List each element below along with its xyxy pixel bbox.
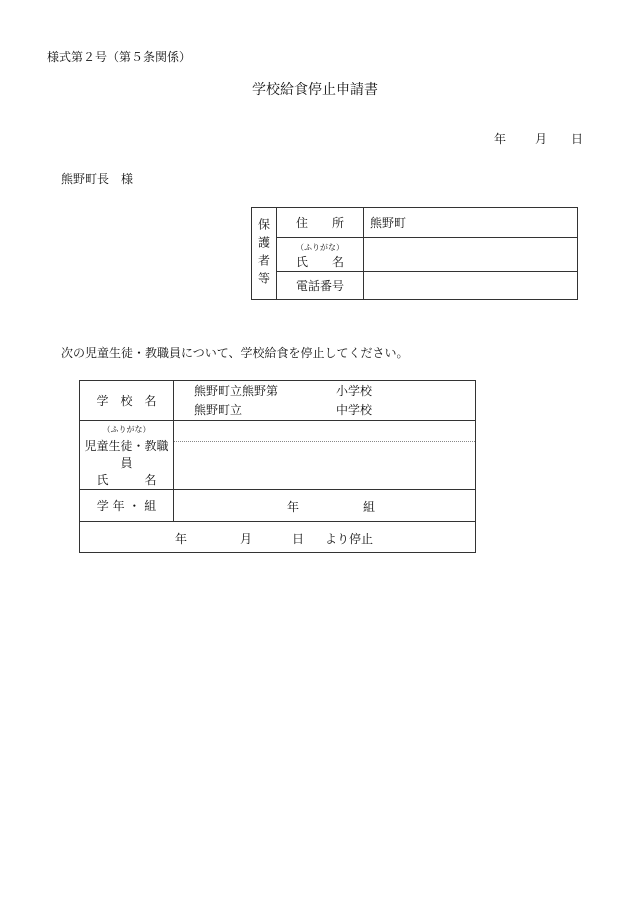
school-field[interactable] — [174, 381, 476, 421]
school-label: 学 校 名 — [80, 381, 174, 421]
guardian-name-label-cell — [277, 238, 364, 271]
guardian-address-label: 住 所 — [277, 208, 364, 238]
stop-day: 日 — [292, 532, 305, 546]
guardian-phone-field[interactable] — [364, 271, 578, 299]
grade-class: 組 — [363, 500, 376, 514]
student-name-label-2: 氏 名 — [96, 473, 157, 487]
guardian-group-cell — [252, 208, 277, 300]
date-year-label: 年 — [494, 132, 507, 146]
guardian-table — [251, 207, 578, 300]
date-day-label: 日 — [571, 132, 584, 146]
intro-text: 次の児童生徒・教職員について、学校給食を停止してください。 — [61, 346, 409, 360]
furigana-divider — [174, 441, 475, 442]
guardian-furigana-label: （ふりがな） — [296, 242, 344, 252]
student-furigana-field[interactable] — [174, 421, 475, 441]
guardian-group-label: 保護者等 — [256, 217, 271, 290]
stop-date-row[interactable] — [80, 522, 476, 553]
school-line2: 熊野町立 — [194, 402, 243, 417]
school-line2-suffix: 中学校 — [336, 402, 373, 417]
guardian-phone-label: 電話番号 — [277, 271, 364, 299]
addressee: 熊野町長 様 — [61, 172, 134, 186]
student-table — [79, 380, 476, 553]
stop-month: 月 — [240, 532, 253, 546]
grade-field[interactable] — [174, 490, 476, 522]
grade-year: 年 — [287, 500, 300, 514]
form-number: 様式第２号（第５条関係） — [47, 50, 192, 64]
stop-year: 年 — [175, 532, 188, 546]
grade-label: 学 年 ・ 組 — [80, 490, 174, 522]
student-name-label-1: 児童生徒・教職員 — [84, 439, 169, 470]
date-month-label: 月 — [535, 132, 548, 146]
stop-suffix: より停止 — [325, 532, 374, 546]
school-line1: 熊野町立熊野第 — [194, 383, 279, 398]
student-furigana-label: （ふりがな） — [102, 425, 151, 434]
guardian-name-label: 氏 名 — [295, 254, 344, 269]
guardian-address-field[interactable]: 熊野町 — [364, 208, 578, 238]
page-title: 学校給食停止申請書 — [252, 82, 378, 98]
guardian-name-field[interactable] — [364, 238, 578, 271]
student-name-label-cell — [80, 421, 174, 490]
student-name-field[interactable] — [174, 421, 476, 490]
school-line1-suffix: 小学校 — [336, 383, 373, 398]
